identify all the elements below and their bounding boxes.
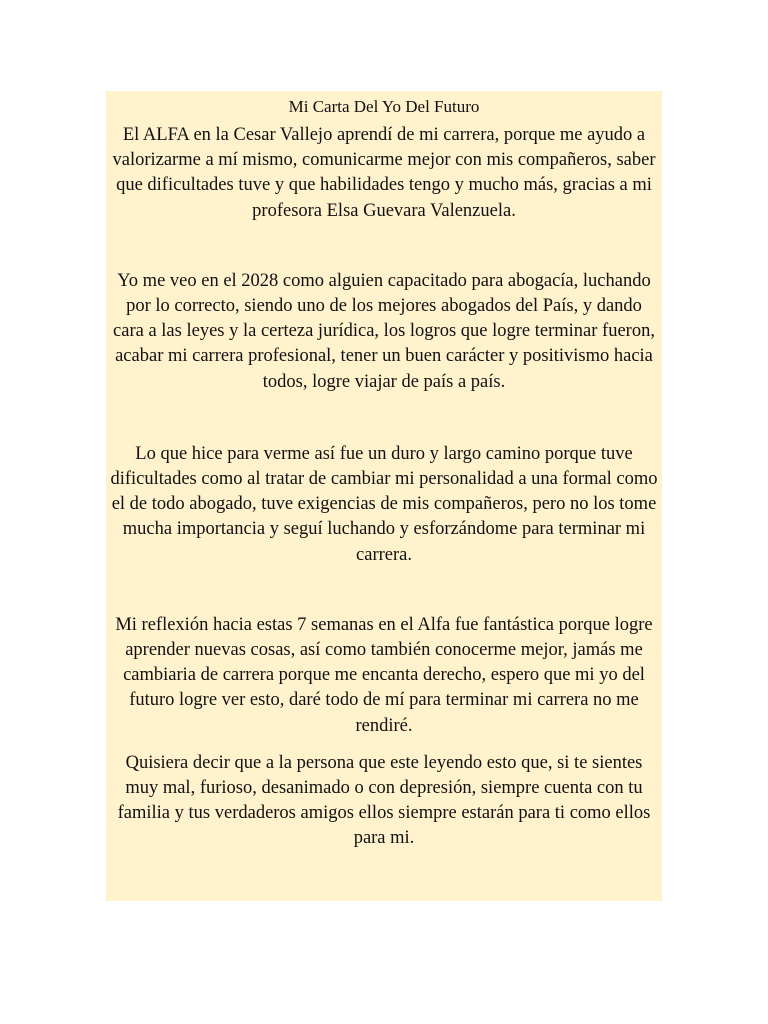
letter-paragraph-4: Mi reflexión hacia estas 7 semanas en el Alfa fue fantástica porque logre aprender nuevas cosas, así como también conocerme mejor, jamás me cambiaria de carrera porque me encanta derecho, espero que mi yo del futuro logre ver esto, daré todo de mí para terminar mi carrera no me rendiré. xyxy=(115,614,653,736)
letter-paragraph-2: Yo me veo en el 2028 como alguien capacitado para abogacía, luchando por lo correcto, siendo uno de los mejores abogados del País, y dando cara a las leyes y la certeza jurídica, los logros que logre terminar fueron, acabar mi carrera profesional, tener un buen carácter y positivismo hacia todos, logre viajar de país a país. xyxy=(113,270,655,392)
letter-paragraph-1: El ALFA en la Cesar Vallejo aprendí de mi carrera, porque me ayudo a valorizarme a mí mismo, comunicarme mejor con mis compañeros, saber que dificultades tuve y que habilidades tengo y mucho más, gracias a mi profesora Elsa Guevara Valenzuela. xyxy=(112,125,656,221)
letter-paragraph-5: Quisiera decir que a la persona que este leyendo esto que, si te sientes muy mal, furioso, desanimado o con depresión, siempre cuenta con tu familia y tus verdaderos amigos ellos siempre estarán para ti como ellos para mi. xyxy=(117,752,651,849)
letter-page xyxy=(106,91,662,901)
letter-title: Mi Carta Del Yo Del Futuro xyxy=(288,97,480,116)
letter-paragraph-3: Lo que hice para verme así fue un duro y largo camino porque tuve dificultades como al tratar de cambiar mi personalidad a una formal como el de todo abogado, tuve exigencias de mis compañeros, pero no los tome mucha importancia y seguí luchando y esforzándome para terminar mi carrera. xyxy=(110,443,658,565)
